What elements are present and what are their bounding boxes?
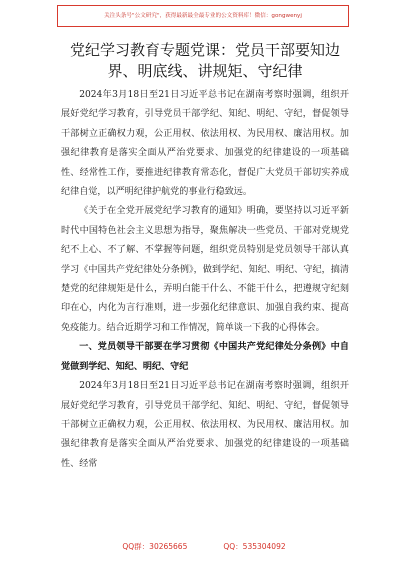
title-line-1: 党纪学习教育专题党课：党员干部要知边: [69, 41, 340, 59]
footer-qq-group: QQ群：30265665: [122, 542, 188, 551]
document-body: [61, 86, 349, 474]
page-footer: [0, 541, 408, 552]
paragraph-2: 《关于在全党开展党纪学习教育的通知》明确，要坚持以习近平新时代中国特色社会主义思想为指导，聚焦解决一些党员、干部对党规党纪不上心、不了解、不掌握等问题，组织党员特别是党员领导干部认真学习《中国共产党纪律处分条例》，做到学纪、知纪、明纪、守纪，搞清楚党的纪律规矩是什么，弄明白能干什么、不能干什么，把遵规守纪刻印在心，内化为言行准则，进一步强化纪律意识、加强自我约束、提高免疫能力。结合近期学习和工作情况，简单谈一下我的心得体会。: [61, 206, 349, 333]
section-heading-1: 一、党员领导干部要在学习贯彻《中国共产党纪律处分条例》中自觉做到学纪、知纪、明纪、守纪: [61, 342, 349, 372]
footer-qq: QQ：535304092: [223, 542, 286, 551]
title-line-2: 界、明底线、讲规矩、守纪律: [107, 62, 303, 80]
paragraph-3: 2024年3月18日至21日习近平总书记在湖南考察时强调，组织开展好党纪学习教育，引导党员干部学纪、知纪、明纪、守纪，督促领导干部树立正确权力观，公正用权、依法用权、为民用权、廉洁用权。加强纪律教育是落实全面从严治党要求、加强党的纪律建设的一项基础性、经常: [61, 381, 349, 469]
page-title: [60, 40, 350, 82]
paragraph-1: 2024年3月18日至21日习近平总书记在湖南考察时强调，组织开展好党纪学习教育，引导党员干部学纪、知纪、明纪、守纪，督促领导干部树立正确权力观，公正用权、依法用权、为民用权、廉洁用权。加强纪律教育是落实全面从严治党要求、加强党的纪律建设的一项基础性、经常性工作，要推进纪律教育常态化，督促广大党员干部切实养成纪律自觉，以严明纪律护航党的事业行稳致远。: [61, 90, 349, 198]
promo-banner: 关注头条号"公文研究"，获得最新最全最专业的公文资料库！微信：gongwenyj: [57, 5, 349, 27]
